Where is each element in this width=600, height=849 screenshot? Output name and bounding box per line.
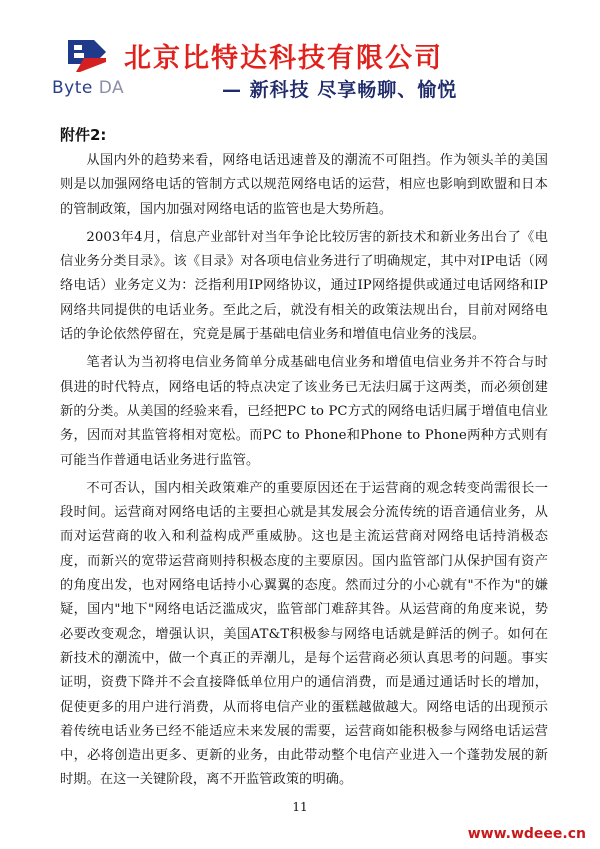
paragraph-2: 2003年4月，信息产业部针对当年争论比较厉害的新技术和新业务出台了《电信业务分类目录》。该《目录》对各项电信业务进行了明确规定，其中对IP电话（网络电话）业务定义为：泛指利用IP网络协议，通过IP网络提供或通过电话网络和IP网络共同提供的电话业务。至此之后，就没有相关的政策法规出台，目前对网络电话的争论依然停留在，究竟是属于基础电信业务和增值电信业务的浅层。	[60, 229, 548, 343]
logo-word-byte: Byte	[52, 78, 93, 98]
logo-wordmark	[52, 78, 124, 98]
site-watermark: www.wdeee.cn	[467, 826, 586, 842]
company-logo-icon	[66, 38, 108, 74]
paragraph-3: 笔者认为当初将电信业务简单分成基础电信业务和增值电信业务并不符合与时俱进的时代特点，网络电话的特点决定了该业务已无法归属于这两类，而必须创建新的分类。从美国的经验来看，已经把PC to PC方式的网络电话归属于增值电信业务，因而对其监管将相对宽松。而PC to Phone和Phone to Phone两种方式则有可能当作普通电话业务进行监管。	[60, 355, 548, 468]
logo-word-da: DA	[98, 78, 125, 98]
paragraph-4: 不可否认，国内相关政策难产的重要原因还在于运营商的观念转变尚需很长一段时间。运营商对网络电话的主要担心就是其发展会分流传统的语音通信业务，从而对运营商的收入和利益构成严重威胁。这也是主流运营商对网络电话持消极态度，而新兴的宽带运营商则持积极态度的主要原因。国内监管部门从保护国有资产的角度出发，也对网络电话持小心翼翼的态度。然而过分的小心就有"不作为"的嫌疑，国内"地下"网络电话泛滥成灾，监管部门难辞其咎。从运营商的角度来说，势必要改变观念，增强认识，美国AT&T积极参与网络电话就是鲜活的例子。如何在新技术的潮流中，做一个真正的弄潮儿，是每个运营商必须认真思考的问题。事实证明，资费下降并不会直接降低单位用户的通信消费，而是通过通话时长的增加，促使更多的用户进行消费，从而将电信产业的蛋糕越做越大。网络电话的出现预示着传统电话业务已经不能适应未来发展的需要，运营商如能积极参与网络电话运营中，必将创造出更多、更新的业务，由此带动整个电信产业进入一个蓬勃发展的新时期。在这一关键阶段，离不开监管政策的明确。	[60, 480, 548, 788]
letterhead	[0, 0, 600, 110]
attachment-heading: 附件2:	[60, 126, 107, 144]
company-name: 北京比特达科技有限公司	[124, 43, 443, 74]
document-body	[60, 124, 548, 797]
page-number: 11	[292, 800, 308, 814]
company-slogan: — 新科技 尽享畅聊、愉悦	[222, 79, 458, 101]
paragraph-1: 从国内外的趋势来看，网络电话迅速普及的潮流不可阻挡。作为领头羊的美国则是以加强网络电话的管制方式以规范网络电话的运营，相应也影响到欧盟和日本的管制政策，国内加强对网络电话的监管也是大势所趋。	[60, 153, 548, 217]
